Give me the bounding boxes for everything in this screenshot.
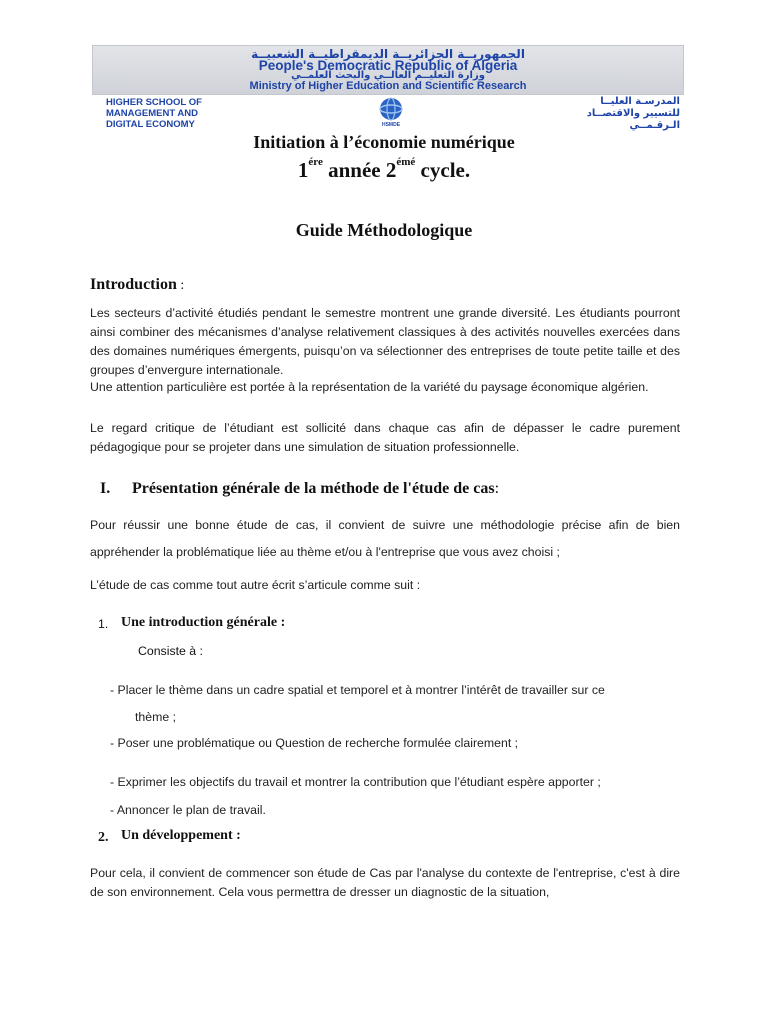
section-1-paragraph-1: Pour réussir une bonne étude de cas, il convient de suivre une méthodologie précise afin de bien appréhender la problématique liée au thème et/ou à l'entreprise que vous avez choisi ; [90, 518, 680, 559]
school-logo-icon [376, 96, 406, 133]
level-part: cycle. [415, 158, 471, 182]
section-number: I. [100, 480, 111, 497]
list-item-2-number: 2. [98, 830, 109, 845]
banner-english-ministry: Ministry of Higher Education and Scientific Research [249, 80, 527, 92]
bullet-item: - Annoncer le plan de travail. [110, 803, 266, 817]
school-ar-line: الـرقـمــي [629, 120, 680, 131]
banner-arabic-ministry: وزارة التعليــم العالــي والبحث العلمــي [291, 70, 485, 81]
bullet-text: - Placer le thème dans un cadre spatial et temporel et à montrer l’intérêt de travailler sur ce [110, 683, 605, 697]
section-heading-text: Présentation générale de la méthode de l'étude de cas [132, 480, 495, 497]
bullet-text-continued: thème ; [135, 710, 177, 724]
banner-arabic-republic: الجمهوريــة الجزائريــة الديمقراطيــة الشعبيــة [251, 47, 525, 61]
intro-paragraph-3: Le regard critique de l’étudiant est sollicité dans chaque cas afin de dépasser le cadre purement pédagogique pour se projeter dans une simulation de situation professionnelle. [90, 421, 680, 454]
list-item-1-number: 1. [98, 617, 109, 631]
level-sup: émé [396, 156, 416, 168]
bullet-item: - Exprimer les objectifs du travail et montrer la contribution que l’étudiant espère apporter ; [110, 775, 601, 789]
heading-colon: : [176, 278, 185, 293]
level-part: 1 [297, 158, 309, 182]
level-sup: ére [308, 156, 323, 168]
bullet-item [110, 677, 680, 731]
school-name-english [106, 97, 202, 130]
school-en-line: DIGITAL ECONOMY [106, 119, 195, 130]
school-ar-line: المدرسـة العليــا [600, 96, 680, 107]
section-1-heading [100, 480, 499, 498]
school-en-line: HIGHER SCHOOL OF [106, 97, 202, 108]
guide-title: Guide Méthodologique [295, 220, 473, 240]
level-part: année 2 [322, 158, 397, 182]
heading-text: Introduction [90, 276, 177, 293]
school-en-line: MANAGEMENT AND [106, 108, 199, 119]
course-title: Initiation à l’économie numérique [253, 132, 515, 152]
section-heading-colon: : [494, 480, 500, 497]
school-name-arabic [560, 96, 680, 132]
banner-english-republic: People's Democratic Republic of Algeria [258, 58, 518, 73]
consiste-label: Consiste à : [138, 644, 203, 658]
development-paragraph: Pour cela, il convient de commencer son étude de Cas par l'analyse du contexte de l'entreprise, c'est à dire de son environnement. Cela vous permettra de dresser un diagnostic de la situation, [90, 866, 680, 899]
intro-paragraph-1: Les secteurs d’activité étudiés pendant le semestre montrent une grande diversité. Les étudiants pourront ainsi combiner des mécanismes d’analyse relativement classiques à des activités nouvelles exercées dans des domaines numériques émergents, puisqu’on va sélectionner des entreprises de toute petite taille et des groupes d’envergure internationale. [90, 306, 680, 377]
logo-text: HSMDE [381, 122, 401, 128]
ministry-banner [92, 45, 684, 95]
section-1-paragraph-2: L’étude de cas comme tout autre écrit s’articule comme suit : [90, 578, 421, 592]
list-item-1-title: Une introduction générale : [121, 615, 286, 630]
intro-paragraph-2: Une attention particulière est portée à la représentation de la variété du paysage économique algérien. [90, 380, 649, 394]
course-level [0, 158, 768, 183]
school-ar-line: للتسيير والاقتصــاد [586, 108, 680, 119]
introduction-heading [90, 276, 184, 294]
list-item-2-title: Un développement : [121, 828, 241, 843]
bullet-item: - Poser une problématique ou Question de recherche formulée clairement ; [110, 736, 519, 750]
